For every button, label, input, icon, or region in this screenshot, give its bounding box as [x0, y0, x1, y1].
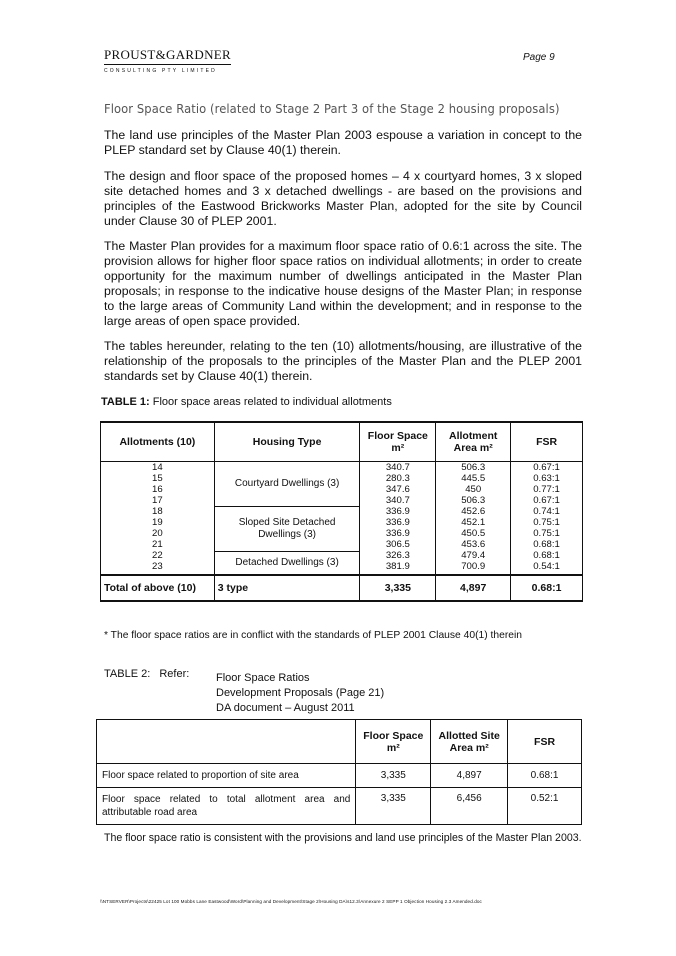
floor-space-cell: 336.9	[385, 506, 410, 517]
allotment-cell: 19	[152, 517, 163, 528]
logo-subtitle: CONSULTING PTY LIMITED	[104, 68, 217, 74]
table2-header-row	[97, 720, 582, 764]
table2-row	[97, 764, 582, 788]
floor-space-cell: 340.7	[385, 462, 410, 473]
table1-housing-type-column	[214, 462, 360, 576]
fsr-cell: 0.75:1	[533, 517, 560, 528]
allotment-area-cell: 506.3	[461, 462, 486, 473]
section-heading: Floor Space Ratio (related to Stage 2 Part 3 of the Stage 2 housing proposals)	[104, 101, 560, 116]
fsr-cell: 0.74:1	[533, 506, 560, 517]
fsr-cell: 0.67:1	[533, 462, 560, 473]
allotment-area-cell: 700.9	[461, 561, 486, 572]
table1-header-fsr: FSR	[511, 422, 583, 462]
table1-total-row	[101, 575, 583, 601]
file-path-footer: \\NTSERVER\Projects\22425 Lot 100 Mobbs Lane Eastwood\Word\Planning and Development\Stage 2\Housing DA\s12.3\Annexure 2 SEPP 1 Objection Housing 2.3 Amended.doc	[100, 899, 482, 904]
fsr-cell: 0.77:1	[533, 484, 560, 495]
total-type: 3 type	[214, 575, 360, 601]
table2-row-label: Floor space related to proportion of site area	[97, 764, 356, 788]
fsr-cell: 0.67:1	[533, 495, 560, 506]
allotment-cell: 22	[152, 550, 163, 561]
fsr-cell: 0.68:1	[533, 539, 560, 550]
floor-space-cell: 381.9	[385, 561, 410, 572]
table2-area: 4,897	[431, 764, 508, 788]
table1-caption-label: TABLE 1:	[101, 396, 150, 408]
table1-header-floor-space: Floor Space m²	[360, 422, 436, 462]
table2-row-label: Floor space related to total allotment area and attributable road area	[97, 788, 356, 825]
table1-floor-space-column	[360, 462, 436, 576]
table2-area: 6,456	[431, 788, 508, 825]
paragraph-4: The tables hereunder, relating to the ten (10) allotments/housing, are illustrative of the relationship of the proposals to the principles of the Master Plan and the PLEP 2001 standards set by Clause 40(1) therein.	[104, 339, 582, 383]
paragraph-2: The design and floor space of the proposed homes – 4 x courtyard homes, 3 x sloped site detached homes and 3 x detached dwellings - are based on the provisions and principles of the Eastwood Brickworks Master Plan, adopted for the site by Council under Clause 30 of PLEP 2001.	[104, 169, 582, 228]
total-label: Total of above (10)	[101, 575, 215, 601]
housing-type-sloped: Sloped Site Detached Dwellings (3)	[215, 507, 360, 552]
paragraph-1: The land use principles of the Master Plan 2003 espouse a variation in concept to the PLEP standard set by Clause 40(1) therein.	[104, 128, 582, 157]
floor-space-cell: 347.6	[385, 484, 410, 495]
table1-header-allotment-area: Allotment Area m²	[436, 422, 511, 462]
reference-line: DA document – August 2011	[216, 702, 355, 714]
allotment-area-cell: 479.4	[461, 550, 486, 561]
allotment-area-cell: 506.3	[461, 495, 486, 506]
allotment-area-cell: 452.1	[461, 517, 486, 528]
floor-space-cell: 326.3	[385, 550, 410, 561]
table2-header-floor-space: Floor Space m²	[356, 720, 431, 764]
allotment-area-cell: 450.5	[461, 528, 486, 539]
table1-body-row	[101, 462, 583, 576]
floor-space-cell: 280.3	[385, 473, 410, 484]
table2	[96, 719, 582, 825]
table1	[100, 421, 583, 602]
table1-footnote: * The floor space ratios are in conflict with the standards of PLEP 2001 Clause 40(1) therein	[104, 630, 523, 641]
table2-floor-space: 3,335	[356, 788, 431, 825]
housing-type-detached: Detached Dwellings (3)	[235, 557, 339, 568]
company-logo	[104, 47, 231, 74]
fsr-cell: 0.75:1	[533, 528, 560, 539]
closing-statement: The floor space ratio is consistent with the provisions and land use principles of the Master Plan 2003.	[104, 832, 582, 844]
paragraph-3: The Master Plan provides for a maximum floor space ratio of 0.6:1 across the site. The provision allows for higher floor space ratios on individual allotments; in order to create opportunity for the maximum number of dwellings anticipated in the Master Plan proposals; in response to the indicative house designs of the Master Plan; in response to the large areas of Community Land within the development; and in response to the large areas of open space provided.	[104, 239, 582, 328]
fsr-cell: 0.68:1	[533, 550, 560, 561]
housing-type-courtyard: Courtyard Dwellings (3)	[215, 462, 360, 507]
allotment-cell: 17	[152, 495, 163, 506]
table2-header-site-area: Allotted Site Area m²	[431, 720, 508, 764]
table1-header-row	[101, 422, 583, 462]
total-fsr: 0.68:1	[511, 575, 583, 601]
allotment-cell: 18	[152, 506, 163, 517]
floor-space-cell: 336.9	[385, 528, 410, 539]
total-floor-space: 3,335	[360, 575, 436, 601]
table2-refer: Refer:	[159, 668, 190, 680]
table2-row	[97, 788, 582, 825]
table1-caption	[101, 396, 392, 408]
fsr-cell: 0.63:1	[533, 473, 560, 484]
allotment-cell: 14	[152, 462, 163, 473]
table2-floor-space: 3,335	[356, 764, 431, 788]
table1-allotments-column	[101, 462, 215, 576]
table1-header-allotments: Allotments (10)	[101, 422, 215, 462]
floor-space-cell: 340.7	[385, 495, 410, 506]
table2-label	[104, 668, 189, 680]
total-allotment-area: 4,897	[436, 575, 511, 601]
allotment-area-cell: 453.6	[461, 539, 486, 550]
table1-header-housing-type: Housing Type	[214, 422, 360, 462]
table2-reference	[216, 671, 384, 716]
table2-label-text: TABLE 2:	[104, 668, 151, 680]
table2-header-fsr: FSR	[508, 720, 582, 764]
page-number: Page 9	[523, 52, 555, 63]
allotment-area-cell: 445.5	[461, 473, 486, 484]
allotment-cell: 15	[152, 473, 163, 484]
fsr-cell: 0.54:1	[533, 561, 560, 572]
table1-caption-text: Floor space areas related to individual allotments	[152, 396, 392, 408]
logo-name: PROUST&GARDNER	[104, 47, 231, 65]
floor-space-cell: 336.9	[385, 517, 410, 528]
allotment-cell: 21	[152, 539, 163, 550]
table2-header-blank	[97, 720, 356, 764]
allotment-area-cell: 450	[465, 484, 482, 495]
allotment-cell: 16	[152, 484, 163, 495]
allotment-cell: 20	[152, 528, 163, 539]
reference-line: Development Proposals (Page 21)	[216, 687, 385, 699]
table2-fsr: 0.68:1	[508, 764, 582, 788]
allotment-area-cell: 452.6	[461, 506, 486, 517]
table1-allotment-area-column	[436, 462, 511, 576]
allotment-cell: 23	[152, 561, 163, 572]
floor-space-cell: 306.5	[385, 539, 410, 550]
table2-fsr: 0.52:1	[508, 788, 582, 825]
reference-line: Floor Space Ratios	[216, 672, 310, 684]
table1-fsr-column	[511, 462, 583, 576]
